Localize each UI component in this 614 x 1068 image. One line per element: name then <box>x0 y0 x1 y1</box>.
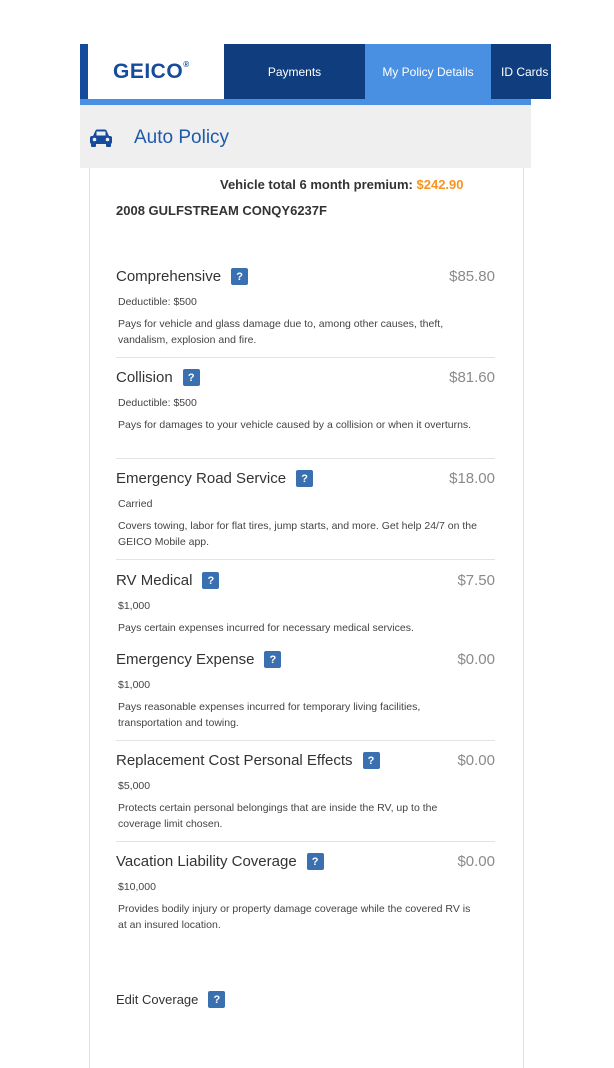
coverage-name: RV Medical <box>116 572 193 589</box>
divider <box>116 357 495 358</box>
help-icon[interactable]: ? <box>208 991 225 1008</box>
coverage-name: Vacation Liability Coverage <box>116 853 297 870</box>
coverage-limit: Deductible: $500 <box>118 296 197 308</box>
coverage-price: $7.50 <box>457 572 495 589</box>
coverage-name: Emergency Expense <box>116 651 255 668</box>
coverage-price: $18.00 <box>449 470 495 487</box>
coverage-name: Comprehensive <box>116 268 222 285</box>
tab-my-policy-details[interactable]: My Policy Details <box>365 44 491 99</box>
coverage-limit: $10,000 <box>118 881 156 893</box>
help-icon[interactable]: ? <box>202 572 219 589</box>
coverage-description: Covers towing, labor for flat tires, jump starts, and more. Get help 24/7 on the GEICO Mobile app. <box>118 520 477 548</box>
coverage-description: Pays for vehicle and glass damage due to, among other causes, theft, vandalism, explosion and fire. <box>118 318 444 346</box>
coverage-price: $85.80 <box>449 268 495 285</box>
premium-amount: $242.90 <box>416 177 464 192</box>
divider <box>116 740 495 741</box>
geico-logo[interactable]: GEICO® <box>113 60 190 83</box>
top-nav <box>80 44 549 99</box>
coverage-limit: $1,000 <box>118 679 151 691</box>
edit-coverage-label[interactable]: Edit Coverage <box>116 992 199 1007</box>
divider <box>116 841 495 842</box>
section-header <box>80 105 531 168</box>
help-icon[interactable]: ? <box>183 369 200 386</box>
app-frame <box>80 44 549 1024</box>
car-icon <box>88 127 114 149</box>
logo-box[interactable] <box>88 44 224 99</box>
divider <box>116 458 495 459</box>
help-icon[interactable]: ? <box>296 470 313 487</box>
coverage-description: Pays certain expenses incurred for necessary medical services. <box>118 622 414 634</box>
coverage-limit: Carried <box>118 498 153 510</box>
help-icon[interactable]: ? <box>363 752 380 769</box>
coverage-description: Provides bodily injury or property damage coverage while the covered RV is at an insured location. <box>118 903 471 931</box>
coverage-price: $81.60 <box>449 369 495 386</box>
premium-total <box>220 177 464 192</box>
edit-coverage-link[interactable] <box>116 991 225 1008</box>
coverage-item <box>116 268 495 358</box>
coverage-name: Emergency Road Service <box>116 470 287 487</box>
coverage-item <box>116 853 495 943</box>
tab-payments[interactable]: Payments <box>224 44 365 99</box>
coverage-item <box>116 369 495 459</box>
coverage-item <box>116 752 495 842</box>
help-icon[interactable]: ? <box>307 853 324 870</box>
coverage-limit: $1,000 <box>118 600 151 612</box>
coverage-name: Replacement Cost Personal Effects <box>116 752 353 769</box>
vehicle-name: 2008 GULFSTREAM CONQY6237F <box>116 203 327 218</box>
page-title: Auto Policy <box>134 127 230 148</box>
coverage-item <box>116 651 495 741</box>
divider <box>116 559 495 560</box>
coverage-item <box>116 470 495 560</box>
coverage-limit: Deductible: $500 <box>118 397 197 409</box>
coverage-price: $0.00 <box>457 651 495 668</box>
premium-label: Vehicle total 6 month premium: <box>220 177 413 192</box>
coverage-description: Pays reasonable expenses incurred for temporary living facilities, transportation and towing. <box>118 701 421 729</box>
coverage-item <box>116 572 495 642</box>
coverage-price: $0.00 <box>457 853 495 870</box>
tab-id-cards[interactable]: ID Cards <box>491 44 551 99</box>
coverage-description: Protects certain personal belongings that are inside the RV, up to the coverage limit chosen. <box>118 802 438 830</box>
coverage-limit: $5,000 <box>118 780 151 792</box>
help-icon[interactable]: ? <box>231 268 248 285</box>
coverage-description: Pays for damages to your vehicle caused by a collision or when it overturns. <box>118 419 472 431</box>
help-icon[interactable]: ? <box>264 651 281 668</box>
coverage-name: Collision <box>116 369 173 386</box>
coverage-panel <box>89 168 524 1068</box>
coverage-price: $0.00 <box>457 752 495 769</box>
